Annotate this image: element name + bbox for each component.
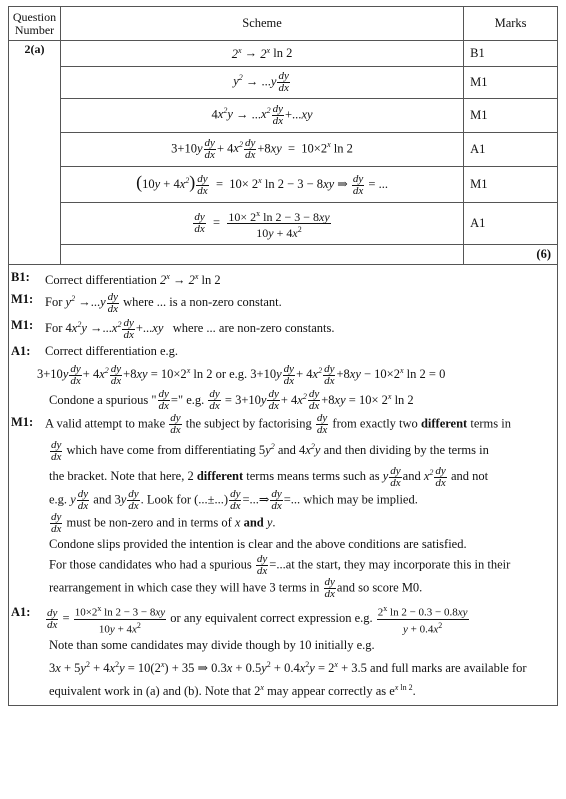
scheme-row	[9, 67, 558, 99]
m1c-line3: the bracket. Note that here, 2 different terms means terms such as y $\frac{dy}{dx}$ and $x^2$ $\frac{dy}{dx}$ and not	[49, 464, 489, 489]
total-scheme-cell	[60, 245, 463, 265]
scheme-cell: $\frac{dy}{dx}$ = $\frac{10\times 2^x \ln 2 - 3 - 8xy}{10y + 4x^2}$	[60, 203, 463, 245]
scheme-row	[9, 167, 558, 203]
total-row	[9, 245, 558, 265]
mark-cell: M1	[464, 67, 558, 99]
note-text: Correct differentiation $2^x \to 2^x$ ln 2	[45, 272, 221, 288]
note-label: M1:	[11, 415, 34, 430]
scheme-cell: 3+10y $\frac{dy}{dx}$ + $4x^2$ $\frac{dy}{dx}$ $+8xy = 10\times 2^x$ ln 2	[60, 133, 463, 167]
a1b-line3: $3x + 5y^2 + 4x^2y = 10(2^x) + 35$ ⇒ $0.3x + 0.5y^2 + 0.4x^2y = 2^x + 3.5$ and full marks are available for	[49, 660, 527, 676]
a1-example-equation: 3+10y $\frac{dy}{dx}$ + $4x^2$ $\frac{dy}{dx}$ $+8xy = 10\times 2^x$ ln 2 or e.g. 3+10y $\frac{dy}{dx}$ + $4x^2$ $\frac{dy}{dx}$ $+8xy - 10\times 2^x$ ln 2 = 0	[37, 362, 446, 387]
m1c-line4: e.g. y $\frac{dy}{dx}$ and 3y $\frac{dy}{dx}$ . Look for (...±...) $\frac{dy}{dx}$ =...⇒ $\frac{dy}{dx}$ =... which may be implied.	[49, 487, 418, 512]
note-m1-c	[9, 413, 557, 436]
note-m1-b	[9, 316, 557, 341]
note-label: M1:	[11, 292, 34, 307]
note-text: For $y^2 \to...y$ $\frac{dy}{dx}$ where ... is a non-zero constant.	[45, 290, 282, 315]
scheme-cell: $y^2 \to ...y$ $\frac{dy}{dx}$	[60, 67, 463, 99]
note-b1	[9, 268, 557, 289]
question-number: 2(a)	[9, 41, 61, 265]
note-label: A1:	[11, 343, 31, 358]
mark-cell: M1	[464, 167, 558, 203]
scheme-cell: $(10y + 4x^2)$ $\frac{dy}{dx}$ = $10\times 2^x$ ln 2 − 3 − 8xy ⇒ $\frac{dy}{dx}$ = ...	[60, 167, 463, 203]
a1-condone: Condone a spurious " $\frac{dy}{dx}$ =" e.g. $\frac{dy}{dx}$ = 3+10y $\frac{dy}{dx}$ + $4x^2$ $\frac{dy}{dx}$ $+8xy = 10\times 2^x$ ln 2	[49, 388, 414, 413]
scheme-row	[9, 41, 558, 67]
note-text: For $4x^2y \to...x^2$ $\frac{dy}{dx}$ +...xy where ... are non-zero constants.	[45, 316, 335, 341]
note-label: B1:	[11, 270, 30, 284]
scheme-cell: $4x^2y \to ...x^2$ $\frac{dy}{dx}$ +...xy	[60, 99, 463, 133]
note-label: M1:	[11, 317, 34, 332]
note-a1-a	[9, 342, 557, 360]
note-a1-b	[9, 603, 557, 635]
scheme-row	[9, 99, 558, 133]
m1c-line8: rearrangement in which case they will have 3 terms in $\frac{dy}{dx}$ and so score M0.	[49, 575, 423, 600]
a1b-line4: equivalent work in (a) and (b). Note that 2$^x$ may appear correctly as $e^{x ln 2}$.	[49, 683, 416, 699]
note-m1-a	[9, 290, 557, 315]
scheme-table	[8, 6, 558, 265]
mark-cell: M1	[464, 99, 558, 133]
note-text: A valid attempt to make $\frac{dy}{dx}$ the subject by factorising $\frac{dy}{dx}$ from exactly two different terms in	[45, 412, 511, 437]
marks-header	[464, 7, 558, 41]
note-label: A1:	[11, 604, 31, 619]
guidance-notes	[8, 265, 558, 706]
scheme-row	[9, 203, 558, 245]
mark-cell: B1	[464, 41, 558, 67]
m1c-line6: Condone slips provided the intention is clear and the above conditions are satisfied.	[49, 536, 467, 551]
marks-header-label: Marks	[494, 16, 527, 30]
a1b-line2: Note than some candidates may divide though by 10 initially e.g.	[49, 638, 375, 653]
note-text: $\frac{dy}{dx}$ = $\frac{10\times 2^x \ln 2 - 3 - 8xy}{10y + 4x^2}$ or any equivalent correct expression e.g. $\frac{2^x \ln 2 - 0.3 - 0.8xy}{y + 0.4x^2}$	[47, 603, 468, 636]
m1c-line7: For those candidates who had a spurious $\frac{dy}{dx}$ =...at the start, they may incorporate this in their	[49, 552, 511, 577]
total-marks: (6)	[464, 245, 558, 265]
m1c-line5: $\frac{dy}{dx}$ must be non-zero and in terms of x and y.	[51, 510, 276, 535]
mark-cell: A1	[464, 203, 558, 245]
table-header-row	[9, 7, 558, 41]
note-text: Correct differentiation e.g.	[45, 343, 179, 358]
m1c-line2: $\frac{dy}{dx}$ which have come from differentiating $5y^2$ and $4x^2y$ and then dividing by the terms in	[51, 439, 489, 464]
scheme-row	[9, 133, 558, 167]
scheme-cell: $2^x \to 2^x$ ln 2	[60, 41, 463, 67]
mark-cell: A1	[464, 133, 558, 167]
question-number-header: Question Number	[9, 7, 61, 41]
scheme-header: Scheme	[60, 7, 463, 41]
